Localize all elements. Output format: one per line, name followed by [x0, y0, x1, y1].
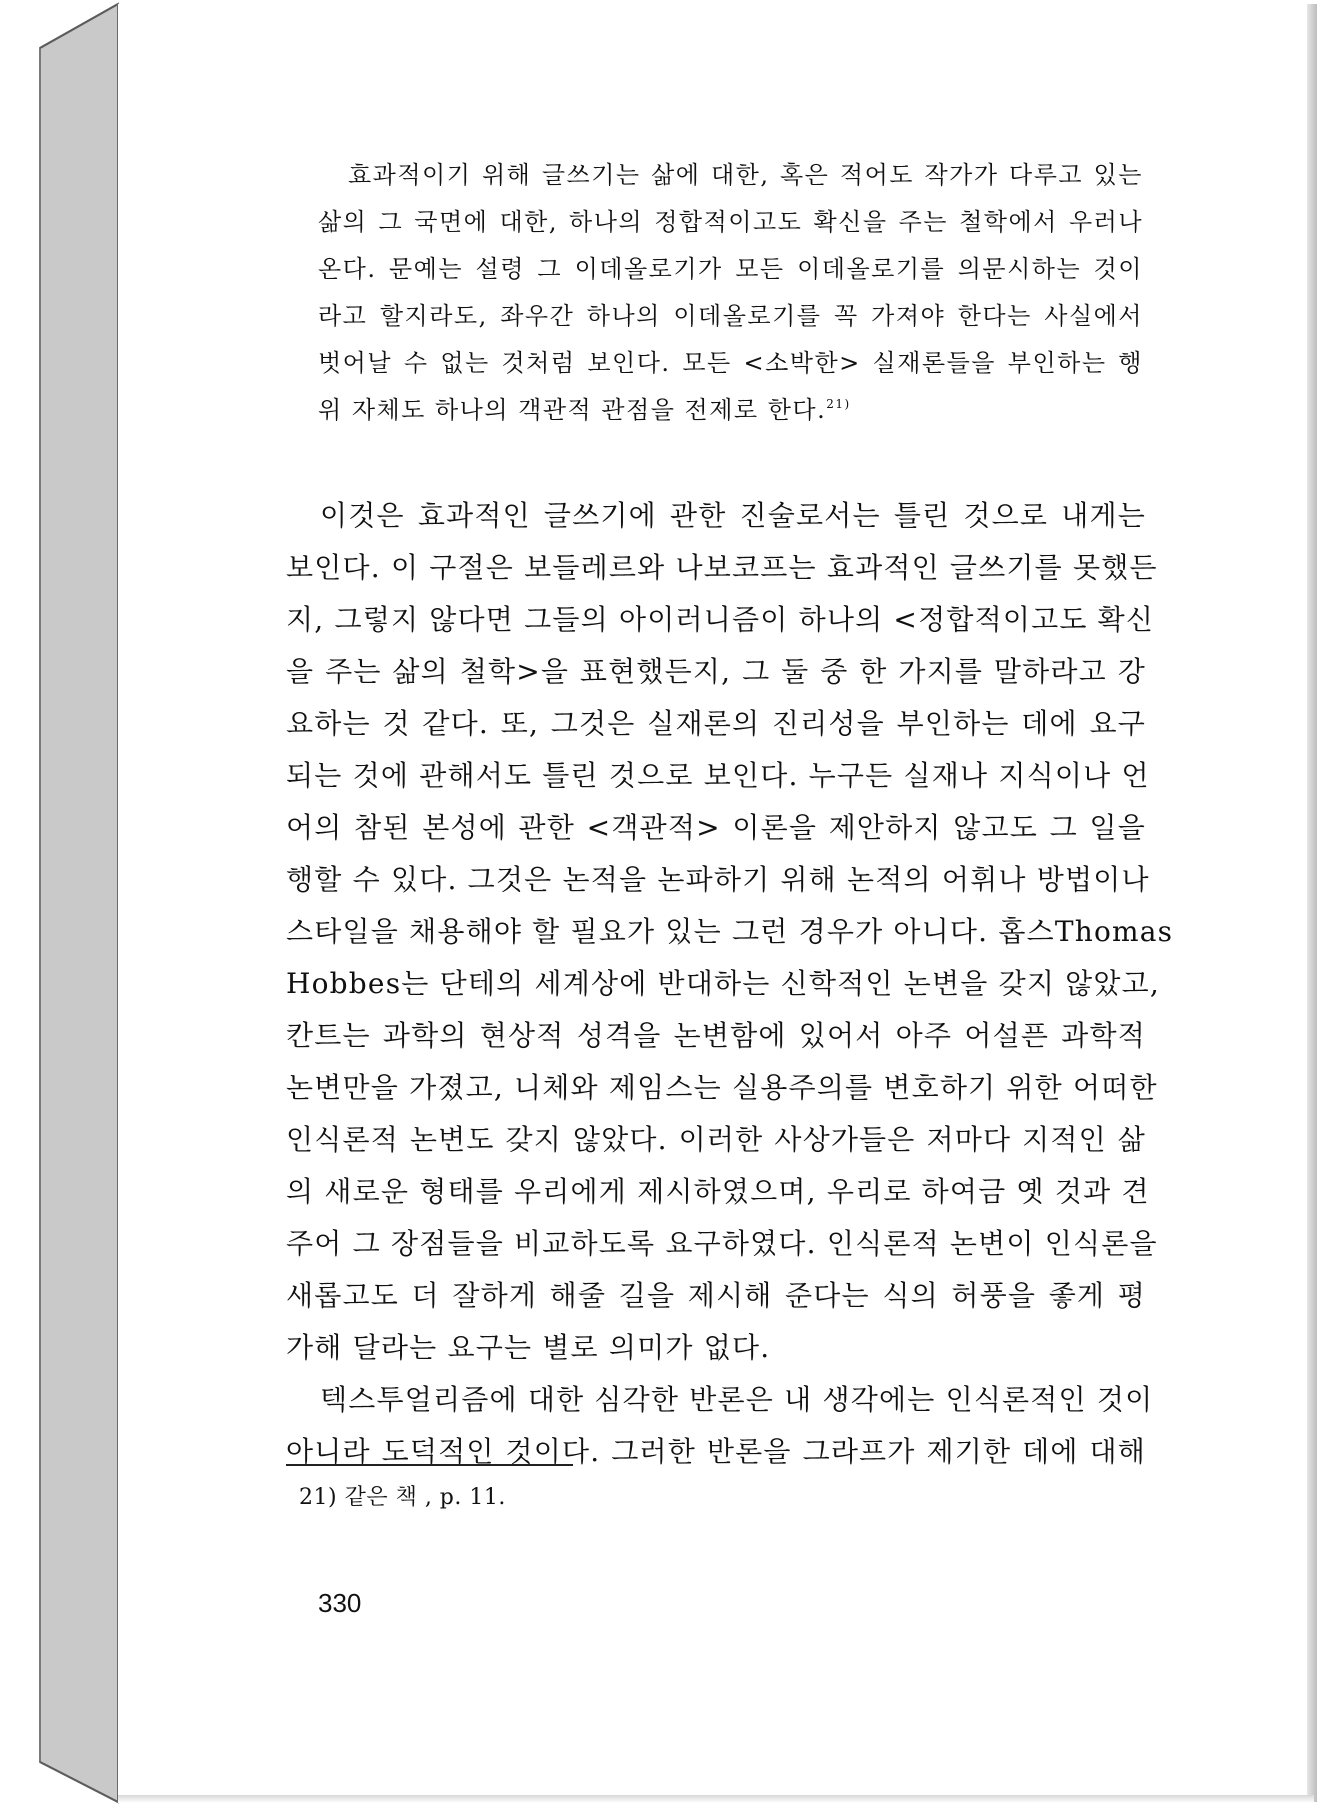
paragraph-line: 인식론적 논변도 갖지 않았다. 이러한 사상가들은 저마다 지적인 삶 [286, 1123, 1146, 1156]
quote-line-text: 위 자체도 하나의 객관적 관점을 전제로 한다. [318, 396, 827, 424]
paragraph-line: 새롭고도 더 잘하게 해줄 길을 제시해 준다는 식의 허풍을 좋게 평 [286, 1279, 1146, 1312]
paragraph-line: 되는 것에 관해서도 틀린 것으로 보인다. 누구든 실재나 지식이나 언 [286, 759, 1150, 792]
quote-line: 벗어날 수 없는 것처럼 보인다. 모든 <소박한> 실재론들을 부인하는 행 [318, 349, 1143, 377]
quote-line: 효과적이기 위해 글쓰기는 삶에 대한, 혹은 적어도 작가가 다루고 있는 [348, 161, 1143, 189]
footnote-divider [286, 1464, 573, 1466]
paragraph-line: 요하는 것 같다. 또, 그것은 실재론의 진리성을 부인하는 데에 요구 [286, 707, 1146, 740]
paragraph-line: 주어 그 장점들을 비교하도록 요구하였다. 인식론적 논변이 인식론을 [286, 1227, 1158, 1260]
quote-line: 라고 할지라도, 좌우간 하나의 이데올로기를 꼭 가져야 한다는 사실에서 [318, 302, 1143, 330]
page-shadow-right [1307, 4, 1317, 1802]
paragraph-line: 텍스투얼리즘에 대한 심각한 반론은 내 생각에는 인식론적인 것이 [320, 1383, 1154, 1416]
quote-line: 온다. 문예는 설령 그 이데올로기가 모든 이데올로기를 의문시하는 것이 [318, 255, 1143, 283]
paragraph-line: 칸트는 과학의 현상적 성격을 논변함에 있어서 아주 어설픈 과학적 [286, 1019, 1146, 1052]
paragraph-line: 가해 달라는 요구는 별로 의미가 없다. [286, 1331, 771, 1364]
footnote: 21) 같은 책 , p. 11. [299, 1485, 506, 1510]
paragraph-line: Hobbes는 단테의 세계상에 반대하는 신학적인 논변을 갖지 않았고, [286, 967, 1161, 1000]
paragraph-line: 행할 수 있다. 그것은 논적을 논파하기 위해 논적의 어휘나 방법이나 [286, 863, 1150, 896]
paragraph-line: 논변만을 가졌고, 니체와 제임스는 실용주의를 변호하기 위한 어떠한 [286, 1071, 1158, 1104]
paragraph-line: 아니라 도덕적인 것이다. 그러한 반론을 그라프가 제기한 데에 대해 [286, 1435, 1146, 1468]
body-text [286, 490, 1174, 1478]
footnote-reference: 21) [826, 397, 851, 411]
paragraph-line: 지, 그렇지 않다면 그들의 아이러니즘이 하나의 <정합적이고도 확신 [286, 603, 1155, 636]
page-stack-edge [0, 0, 130, 1806]
paragraph-line: 스타일을 채용해야 할 필요가 있는 그런 경우가 아니다. 홉스Thomas [286, 915, 1174, 948]
paragraph-line: 어의 참된 본성에 관한 <객관적> 이론을 제안하지 않고도 그 일을 [286, 811, 1146, 844]
paragraph-line: 보인다. 이 구절은 보들레르와 나보코프는 효과적인 글쓰기를 못했든 [286, 551, 1158, 584]
page-number: 330 [318, 1588, 362, 1618]
page-shadow-bottom [118, 1795, 1314, 1803]
quote-last-line [318, 387, 1143, 434]
paragraph-line: 을 주는 삶의 철학>을 표현했든지, 그 둘 중 한 가지를 말하라고 강 [286, 655, 1146, 688]
paragraph-line: 의 새로운 형태를 우리에게 제시하였으며, 우리로 하여금 옛 것과 견 [286, 1175, 1150, 1208]
quote-line: 삶의 그 국면에 대한, 하나의 정합적이고도 확신을 주는 철학에서 우러나 [318, 208, 1143, 236]
paragraph-line: 이것은 효과적인 글쓰기에 관한 진술로서는 틀린 것으로 내게는 [320, 499, 1146, 532]
block-quote [318, 152, 1143, 434]
